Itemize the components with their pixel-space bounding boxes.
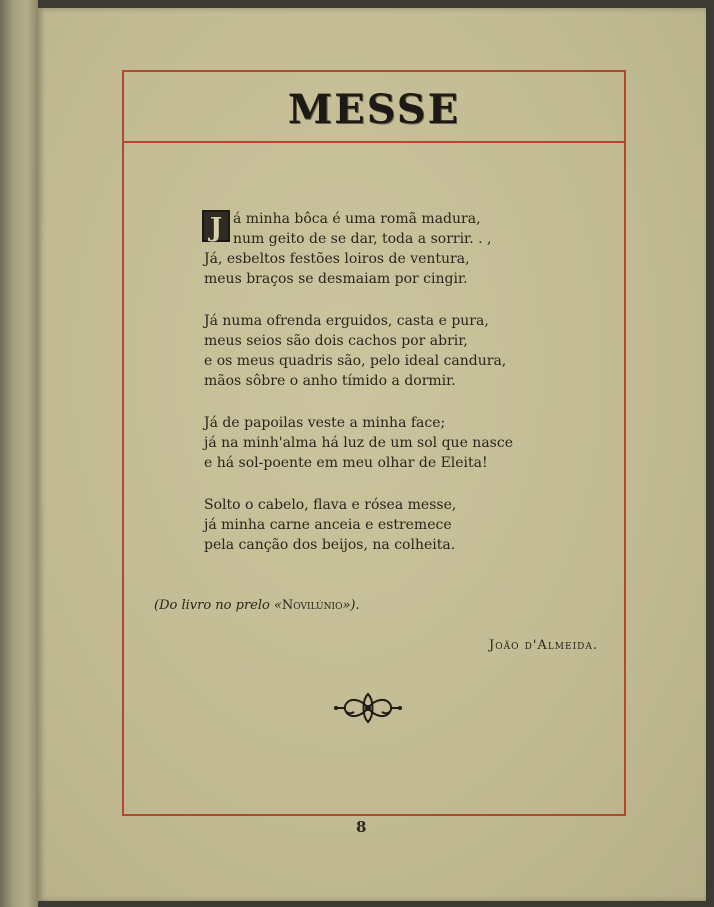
page-number: 8	[356, 818, 367, 836]
poem-line: Já de papoilas veste a minha face;	[204, 415, 446, 431]
source-note	[154, 598, 360, 613]
poem-line: meus seios são dois cachos por abrir,	[204, 333, 468, 349]
stanza-2	[204, 311, 614, 391]
stanza-3	[204, 413, 614, 473]
poem-line: já minha carne anceia e estremece	[204, 517, 452, 533]
source-prefix: (Do livro no prelo «	[154, 598, 282, 613]
poem-line: mãos sôbre o anho tímido a dormir.	[204, 373, 456, 389]
poem-body	[204, 209, 614, 577]
stanza-4	[204, 495, 614, 555]
author-signature: João d'Almeida.	[489, 638, 598, 653]
poem-line: já na minh'alma há luz de um sol que nasce	[204, 435, 513, 451]
source-suffix: »).	[342, 598, 360, 613]
poem-line: num geito de se dar, toda a sorrir. . ,	[233, 231, 492, 247]
poem-frame	[122, 70, 626, 816]
drop-cap: J	[202, 210, 230, 242]
page	[38, 8, 706, 901]
ornament-icon	[332, 690, 404, 726]
poem-line: e os meus quadris são, pelo ideal candura,	[204, 353, 507, 369]
poem-line: e há sol-poente em meu olhar de Eleita!	[204, 455, 488, 471]
poem-line: Solto o cabelo, flava e rósea messe,	[204, 497, 457, 513]
poem-title: MESSE	[287, 86, 461, 133]
title-divider	[124, 141, 624, 143]
book-spine-edge	[0, 0, 38, 907]
poem-line: Já numa ofrenda erguidos, casta e pura,	[204, 313, 489, 329]
source-book-title: Novilúnio	[281, 598, 343, 613]
poem-line: á minha bôca é uma romã madura,	[233, 211, 481, 227]
poem-line: meus braços se desmaiam por cingir.	[204, 271, 468, 287]
poem-line: Já, esbeltos festões loiros de ventura,	[204, 251, 470, 267]
stanza-1	[204, 209, 614, 289]
poem-line: pela canção dos beijos, na colheita.	[204, 537, 456, 553]
